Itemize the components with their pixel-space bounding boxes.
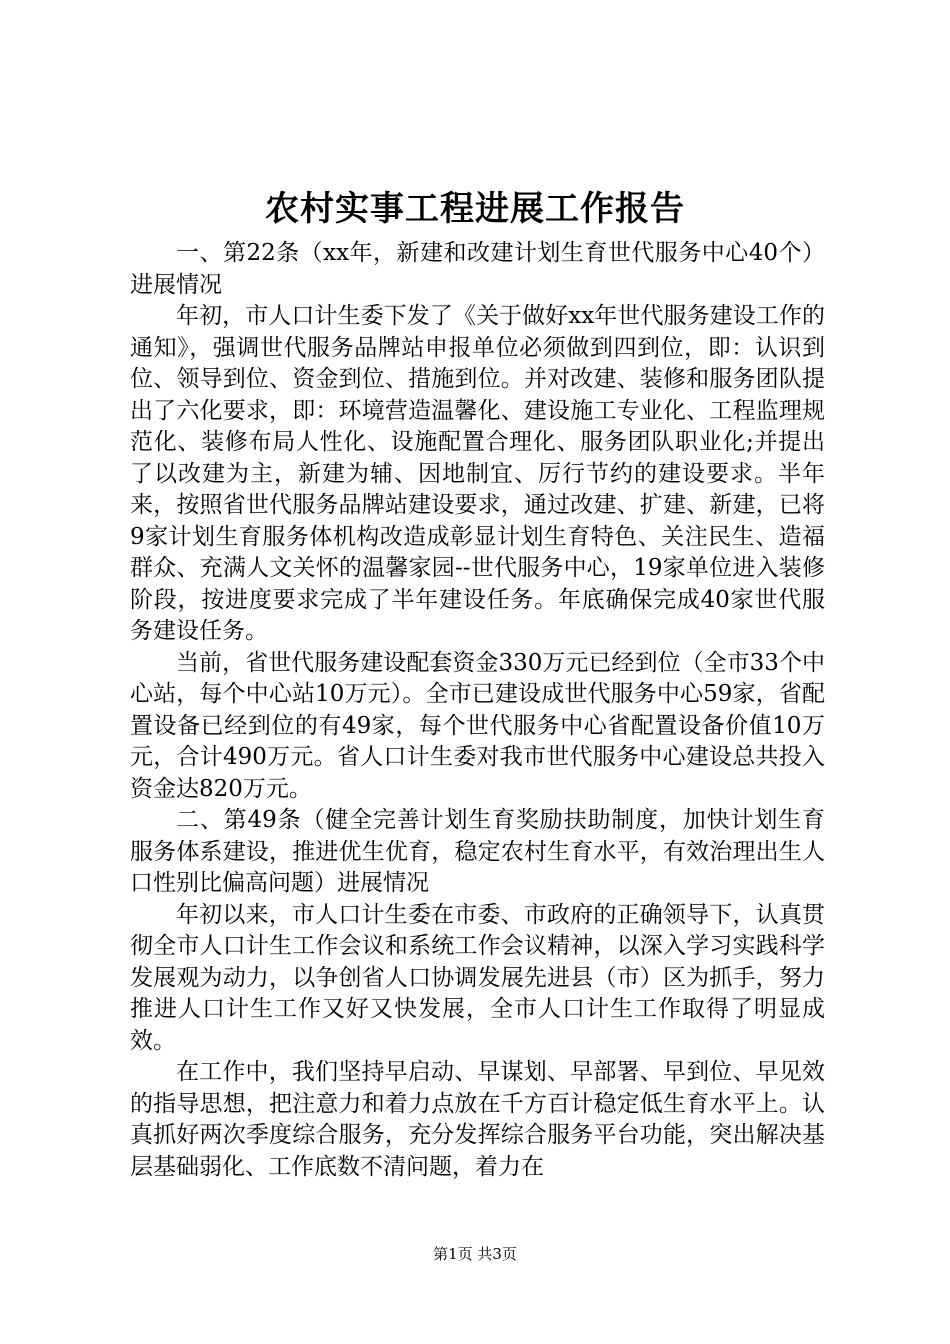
body-paragraph: 在工作中，我们坚持早启动、早谋划、早部署、早到位、早见效的指导思想，把注意力和着力点放在千方百计稳定低生育水平上。认真抓好两次季度综合服务，充分发挥综合服务平台功能，突出解决基层基础弱化、工作底数不清问题，着力在 <box>130 1059 825 1180</box>
body-paragraph: 年初以来，市人口计生委在市委、市政府的正确领导下，认真贯彻全市人口计生工作会议和系统工作会议精神，以深入学习实践科学发展观为动力，以争创省人口协调发展先进县（市）区为抓手，努力推进人口计生工作又好又快发展，全市人口计生工作取得了明显成效。 <box>130 901 825 1054</box>
document-title: 农村实事工程进展工作报告 <box>265 189 685 229</box>
body-paragraph: 当前，省世代服务建设配套资金330万元已经到位（全市33个中心站，每个中心站10万元）。全市已建设成世代服务中心59家，省配置设备已经到位的有49家，每个世代服务中心省配置设备价值10万元，合计490万元。省人口计生委对我市世代服务中心建设总共投入资金达820万元。 <box>130 649 825 802</box>
section-heading-2: 二、第49条（健全完善计划生育奖励扶助制度，加快计划生育服务体系建设，推进优生优育，稳定农村生育水平，有效治理出生人口性别比偏高问题）进展情况 <box>130 807 825 896</box>
document-body <box>130 238 825 1183</box>
page-footer: 第1页 共3页 <box>433 1245 517 1263</box>
body-paragraph: 年初，市人口计生委下发了《关于做好xx年世代服务建设工作的通知》，强调世代服务品牌站申报单位必须做到四到位，即：认识到位、领导到位、资金到位、措施到位。并对改建、装修和服务团队提出了六化要求，即：环境营造温馨化、建设施工专业化、工程监理规范化、装修布局人性化、设施配置合理化、服务团队职业化;并提出了以改建为主，新建为辅、因地制宜、厉行节约的建设要求。半年来，按照省世代服务品牌站建设要求，通过改建、扩建、新建，已将9家计划生育服务体机构改造成彰显计划生育特色、关注民生、造福群众、充满人文关怀的温馨家园--世代服务中心，19家单位进入装修阶段，按进度要求完成了半年建设任务。年底确保完成40家世代服务建设任务。 <box>130 303 825 644</box>
section-heading-1: 一、第22条（xx年，新建和改建计划生育世代服务中心40个）进展情况 <box>130 240 825 298</box>
